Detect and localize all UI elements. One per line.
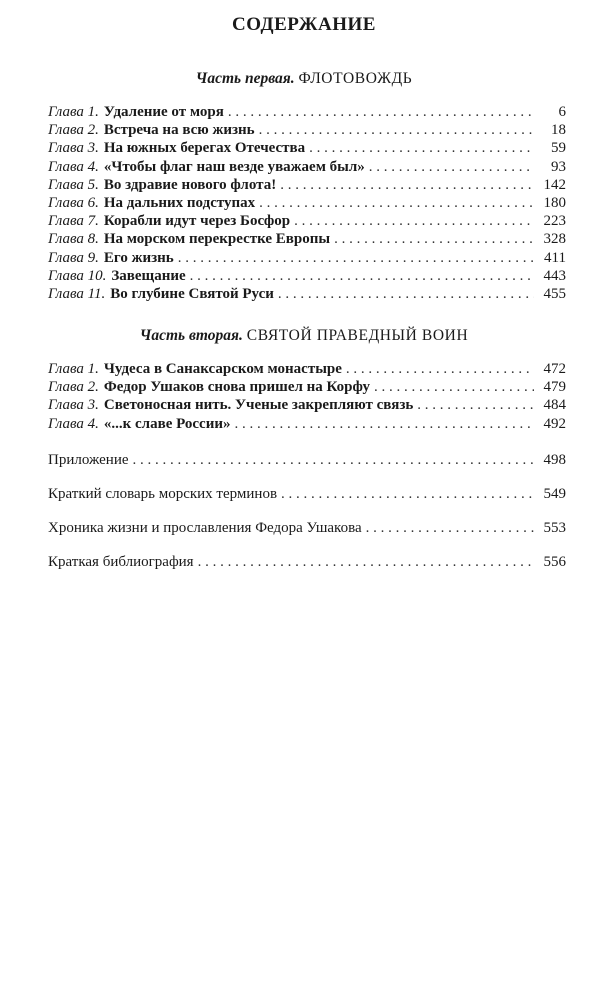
dot-leader <box>259 194 534 212</box>
page-number: 455 <box>543 285 566 302</box>
part-name: ФЛОТОВОЖДЬ <box>298 70 413 87</box>
toc-entry[interactable] <box>48 139 566 157</box>
chapter-label: Глава 4. <box>48 158 99 175</box>
chapter-title: Федор Ушаков снова пришел на Корфу <box>103 379 371 396</box>
part-heading-1 <box>0 70 608 88</box>
dot-leader <box>334 230 534 248</box>
chapter-title: Во глубине Святой Руси <box>110 285 274 302</box>
chapter-label: Глава 1. <box>48 104 99 120</box>
dot-leader <box>133 452 534 469</box>
dot-leader <box>369 158 534 176</box>
page-number: 472 <box>543 361 566 377</box>
chapter-title: Завещание <box>111 267 186 284</box>
chapter-title: На южных берегах Отечества <box>103 140 306 157</box>
toc-entry[interactable] <box>48 249 566 267</box>
toc-appendix-entry[interactable] <box>48 554 566 571</box>
chapter-label: Глава 11. <box>48 285 106 302</box>
chapter-label: Глава 7. <box>48 213 99 230</box>
toc-entry[interactable] <box>48 158 566 176</box>
chapter-title: Светоносная нить. Ученые закрепляют связь <box>103 397 414 414</box>
chapter-label: Глава 5. <box>48 176 99 193</box>
page-number: 93 <box>551 158 566 175</box>
page-number: 443 <box>543 267 566 284</box>
dot-leader <box>417 396 534 414</box>
dot-leader <box>309 139 534 157</box>
chapter-title: Во здравие нового флота! <box>103 176 277 193</box>
chapter-title: Корабли идут через Босфор <box>103 213 291 230</box>
toc-entry[interactable] <box>48 378 566 396</box>
page-number: 411 <box>544 249 566 266</box>
dot-leader <box>190 267 534 285</box>
chapter-label: Глава 2. <box>48 379 99 396</box>
page-title: СОДЕРЖАНИЕ <box>232 14 376 35</box>
toc-appendix-entry[interactable] <box>48 520 566 537</box>
dot-leader <box>259 121 534 139</box>
page-number: 556 <box>543 554 566 570</box>
chapter-label: Глава 2. <box>48 122 99 139</box>
part-heading-2 <box>0 327 608 345</box>
toc-entry[interactable] <box>48 194 566 212</box>
page-number: 492 <box>543 415 566 432</box>
dot-leader <box>294 212 534 230</box>
toc-entry[interactable] <box>48 103 566 121</box>
chapter-label: Глава 1. <box>48 361 99 377</box>
page-number: 6 <box>558 104 566 120</box>
dot-leader <box>280 176 534 194</box>
page-number: 484 <box>543 397 566 414</box>
toc-appendix-entry[interactable] <box>48 486 566 503</box>
chapter-title: На морском перекрестке Европы <box>103 231 331 248</box>
page-number: 328 <box>543 231 566 248</box>
appendix-title: Хроника жизни и прославления Федора Ушакова <box>48 520 362 536</box>
chapter-label: Глава 4. <box>48 415 99 432</box>
chapter-title: Встреча на всю жизнь <box>103 122 255 139</box>
dot-leader <box>346 360 534 378</box>
dot-leader <box>366 520 534 537</box>
chapter-title: Чудеса в Санаксарском монастыре <box>103 361 342 377</box>
page-number: 18 <box>551 122 566 139</box>
chapter-title: На дальних подступах <box>103 194 256 211</box>
chapter-label: Глава 10. <box>48 267 107 284</box>
page-number: 479 <box>543 379 566 396</box>
appendix-title: Краткий словарь морских терминов <box>48 486 278 502</box>
page-number: 180 <box>543 194 566 211</box>
toc-entry[interactable] <box>48 267 566 285</box>
part-label: Часть первая. <box>195 70 295 87</box>
part-1-chapter-list <box>48 103 566 303</box>
dot-leader <box>198 554 534 571</box>
toc-entry[interactable] <box>48 396 566 414</box>
chapter-title: «...к славе России» <box>103 415 231 432</box>
toc-entry[interactable] <box>48 360 566 378</box>
part-name: СВЯТОЙ ПРАВЕДНЫЙ ВОИН <box>246 327 469 344</box>
chapter-label: Глава 8. <box>48 231 99 248</box>
page-number: 59 <box>551 140 566 157</box>
page-number: 549 <box>543 486 566 502</box>
chapter-label: Глава 9. <box>48 249 99 266</box>
chapter-label: Глава 3. <box>48 397 99 414</box>
chapter-label: Глава 3. <box>48 140 99 157</box>
dot-leader <box>281 486 534 503</box>
page-number: 223 <box>543 213 566 230</box>
chapter-title: «Чтобы флаг наш везде уважаем был» <box>103 158 365 175</box>
toc-appendix-entry[interactable] <box>48 452 566 469</box>
toc-entry[interactable] <box>48 415 566 433</box>
page-number: 553 <box>543 520 566 536</box>
toc-entry[interactable] <box>48 176 566 194</box>
part-2-chapter-list <box>48 360 566 433</box>
chapter-title: Его жизнь <box>103 249 174 266</box>
chapter-label: Глава 6. <box>48 194 99 211</box>
chapter-title: Удаление от моря <box>103 104 224 120</box>
appendix-title: Краткая библиография <box>48 554 194 570</box>
part-label: Часть вторая. <box>139 327 243 344</box>
page-number: 498 <box>543 452 566 468</box>
appendix-title: Приложение <box>48 452 129 468</box>
dot-leader <box>228 103 534 121</box>
dot-leader <box>178 249 534 267</box>
dot-leader <box>374 378 534 396</box>
toc-entry[interactable] <box>48 212 566 230</box>
toc-entry[interactable] <box>48 285 566 303</box>
dot-leader <box>235 415 535 433</box>
page-number: 142 <box>543 176 566 193</box>
toc-entry[interactable] <box>48 121 566 139</box>
toc-entry[interactable] <box>48 230 566 248</box>
dot-leader <box>278 285 534 303</box>
